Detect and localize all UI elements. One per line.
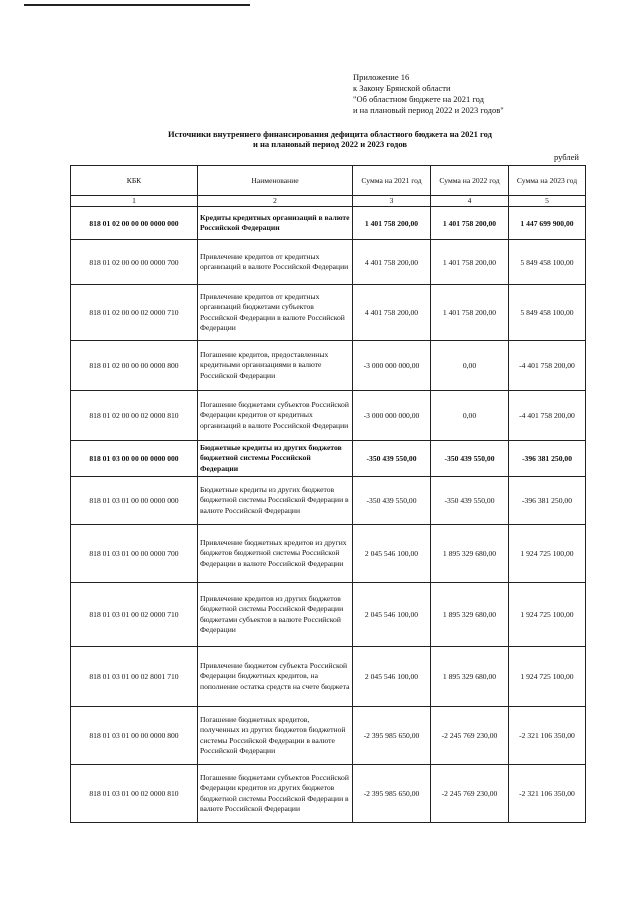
kbk-cell: 818 01 03 01 00 00 0000 800 [71, 707, 198, 765]
kbk-cell: 818 01 03 01 00 02 0000 810 [71, 765, 198, 823]
name-cell: Погашение бюджетами субъектов Российской Федерации кредитов из других бюджетов бюджетной системы Российской Федерации в валюте Российской Федерации [198, 765, 353, 823]
sum-2023-cell: 1 447 699 900,00 [509, 207, 586, 240]
column-number-row [71, 196, 586, 207]
kbk-cell: 818 01 02 00 00 00 0000 700 [71, 240, 198, 285]
table-row [71, 477, 586, 525]
sum-2021-cell: -350 439 550,00 [353, 477, 431, 525]
kbk-cell: 818 01 03 00 00 00 0000 000 [71, 441, 198, 477]
sum-2021-cell: -2 395 985 650,00 [353, 707, 431, 765]
kbk-cell: 818 01 02 00 00 02 0000 710 [71, 285, 198, 341]
sum-2021-cell: 2 045 546 100,00 [353, 525, 431, 583]
sum-2022-cell: 1 401 758 200,00 [431, 240, 509, 285]
appendix-line: Приложение 16 [353, 72, 410, 82]
sum-2023-cell: -4 401 758 200,00 [509, 391, 586, 441]
name-cell: Привлечение бюджетных кредитов из других бюджетов бюджетной системы Российской Федерации в валюте Российской Федерации [198, 525, 353, 583]
header-sum-2022: Сумма на 2022 год [431, 166, 509, 196]
appendix-line: и на плановый период 2022 и 2023 годов" [353, 105, 504, 115]
name-cell: Привлечение кредитов от кредитных организаций бюджетами субъектов Российской Федерации в валюте Российской Федерации [198, 285, 353, 341]
sum-2022-cell: -2 245 769 230,00 [431, 765, 509, 823]
sum-2022-cell: 1 401 758 200,00 [431, 207, 509, 240]
column-number: 1 [71, 196, 198, 207]
sum-2023-cell: -396 381 250,00 [509, 441, 586, 477]
sum-2023-cell: -2 321 106 350,00 [509, 765, 586, 823]
column-number: 3 [353, 196, 431, 207]
header-name: Наименование [198, 166, 353, 196]
sum-2022-cell: -350 439 550,00 [431, 477, 509, 525]
sum-2022-cell: 1 895 329 680,00 [431, 583, 509, 647]
table-row [71, 341, 586, 391]
appendix-line: к Закону Брянской области [353, 83, 451, 93]
sum-2023-cell: 1 924 725 100,00 [509, 525, 586, 583]
name-cell: Бюджетные кредиты из других бюджетов бюджетной системы Российской Федерации [198, 441, 353, 477]
kbk-cell: 818 01 03 01 00 00 0000 000 [71, 477, 198, 525]
sum-2023-cell: -4 401 758 200,00 [509, 341, 586, 391]
financing-table [70, 165, 586, 823]
name-cell: Погашение кредитов, предоставленных кредитными организациями в валюте Российской Федерации [198, 341, 353, 391]
column-number: 4 [431, 196, 509, 207]
sum-2023-cell: -2 321 106 350,00 [509, 707, 586, 765]
sum-2022-cell: 1 895 329 680,00 [431, 647, 509, 707]
table-row [71, 207, 586, 240]
kbk-cell: 818 01 03 01 00 02 0000 710 [71, 583, 198, 647]
table-row [71, 391, 586, 441]
header-sum-2021: Сумма на 2021 год [353, 166, 431, 196]
name-cell: Бюджетные кредиты из других бюджетов бюджетной системы Российской Федерации в валюте Российской Федерации [198, 477, 353, 525]
kbk-cell: 818 01 02 00 00 00 0000 000 [71, 207, 198, 240]
sum-2021-cell: 4 401 758 200,00 [353, 240, 431, 285]
sum-2021-cell: 4 401 758 200,00 [353, 285, 431, 341]
sum-2022-cell: -350 439 550,00 [431, 441, 509, 477]
sum-2021-cell: -3 000 000 000,00 [353, 391, 431, 441]
sum-2021-cell: 2 045 546 100,00 [353, 583, 431, 647]
table-row [71, 441, 586, 477]
appendix-line: "Об областном бюджете на 2021 год [353, 94, 484, 104]
table-row [71, 525, 586, 583]
sum-2023-cell: -396 381 250,00 [509, 477, 586, 525]
table-row [71, 765, 586, 823]
header-row [71, 166, 586, 196]
top-rule [24, 4, 250, 6]
sum-2023-cell: 5 849 458 100,00 [509, 285, 586, 341]
header-kbk: КБК [71, 166, 198, 196]
header-sum-2023: Сумма на 2023 год [509, 166, 586, 196]
name-cell: Привлечение кредитов от кредитных организаций в валюте Российской Федерации [198, 240, 353, 285]
sum-2021-cell: -3 000 000 000,00 [353, 341, 431, 391]
sum-2021-cell: 1 401 758 200,00 [353, 207, 431, 240]
sum-2021-cell: 2 045 546 100,00 [353, 647, 431, 707]
name-cell: Привлечение кредитов из других бюджетов бюджетной системы Российской Федерации бюджетами субъектов в валюте Российской Федерации [198, 583, 353, 647]
sum-2022-cell: 0,00 [431, 341, 509, 391]
kbk-cell: 818 01 03 01 00 00 0000 700 [71, 525, 198, 583]
sum-2021-cell: -350 439 550,00 [353, 441, 431, 477]
table-row [71, 707, 586, 765]
sum-2022-cell: 1 895 329 680,00 [431, 525, 509, 583]
sum-2023-cell: 1 924 725 100,00 [509, 647, 586, 707]
table-row [71, 285, 586, 341]
kbk-cell: 818 01 02 00 00 02 0000 810 [71, 391, 198, 441]
column-number: 2 [198, 196, 353, 207]
sum-2022-cell: 1 401 758 200,00 [431, 285, 509, 341]
column-number: 5 [509, 196, 586, 207]
kbk-cell: 818 01 03 01 00 02 8001 710 [71, 647, 198, 707]
sum-2023-cell: 5 849 458 100,00 [509, 240, 586, 285]
table-row [71, 647, 586, 707]
kbk-cell: 818 01 02 00 00 00 0000 800 [71, 341, 198, 391]
sum-2022-cell: -2 245 769 230,00 [431, 707, 509, 765]
name-cell: Кредиты кредитных организаций в валюте Российской Федерации [198, 207, 353, 240]
name-cell: Погашение бюджетных кредитов, полученных из других бюджетов бюджетной системы Российской Федерации в валюте Российской Федерации [198, 707, 353, 765]
unit-label: рублей [554, 152, 579, 162]
table-row [71, 583, 586, 647]
sum-2023-cell: 1 924 725 100,00 [509, 583, 586, 647]
name-cell: Привлечение бюджетом субъекта Российской Федерации бюджетных кредитов, на пополнение остатка средств на счете бюджета [198, 647, 353, 707]
title-line: и на плановый период 2022 и 2023 годов [253, 139, 407, 149]
name-cell: Погашение бюджетами субъектов Российской Федерации кредитов от кредитных организаций в валюте Российской Федерации [198, 391, 353, 441]
title-line: Источники внутреннего финансирования дефицита областного бюджета на 2021 год [168, 129, 492, 139]
table-row [71, 240, 586, 285]
appendix-block [353, 72, 504, 116]
sum-2022-cell: 0,00 [431, 391, 509, 441]
document-title [100, 129, 560, 149]
sum-2021-cell: -2 395 985 650,00 [353, 765, 431, 823]
